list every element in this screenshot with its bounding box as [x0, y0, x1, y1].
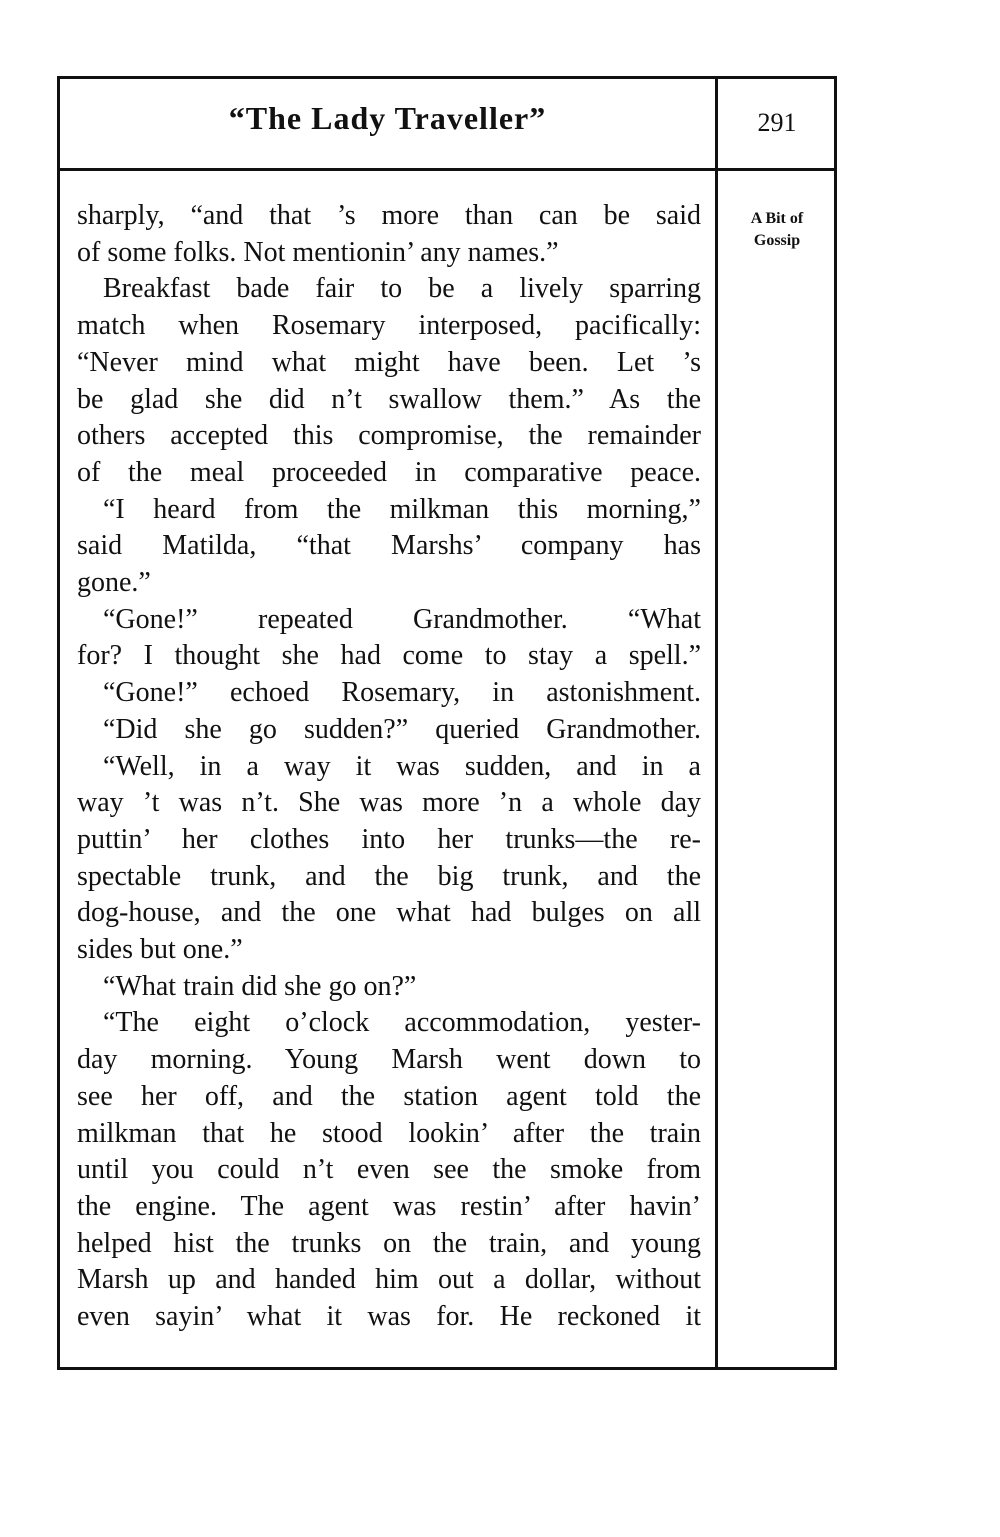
text-line: “What train did she go on?”: [103, 970, 417, 1002]
margin-note-line: A Bit of: [750, 210, 804, 227]
page-number: 291: [757, 108, 797, 137]
body-text: [77, 198, 701, 1336]
text-line: of the meal proceeded in comparative peace.: [77, 456, 701, 488]
text-line: others accepted this compromise, the remainder: [77, 420, 701, 452]
text-line: sharply, “and that ’s more than can be said: [77, 200, 701, 231]
text-line: spectable trunk, and the big trunk, and the: [77, 860, 701, 892]
text-line: “The eight o’clock accommodation, yester-: [103, 1007, 701, 1039]
text-line: “Never mind what might have been. Let ’s: [77, 346, 701, 378]
running-title: “The Lady Traveller”: [228, 100, 547, 136]
margin-column-rule: [715, 76, 718, 1370]
text-line: the engine. The agent was restin’ after havin’: [77, 1190, 701, 1222]
margin-note-line: Gossip: [753, 232, 801, 249]
text-line: “Did she go sudden?” queried Grandmother.: [103, 713, 701, 745]
text-line: gone.”: [77, 567, 151, 599]
text-line: sides but one.”: [77, 934, 243, 966]
text-line: “Gone!” echoed Rosemary, in astonishment.: [103, 677, 701, 709]
text-line: match when Rosemary interposed, pacifically:: [77, 310, 701, 342]
text-line: see her off, and the station agent told the: [77, 1080, 701, 1112]
text-line: “Well, in a way it was sudden, and in a: [103, 750, 701, 782]
text-line: day morning. Young Marsh went down to: [77, 1044, 701, 1076]
text-line: said Matilda, “that Marshs’ company has: [77, 530, 701, 562]
text-line: dog-house, and the one what had bulges on all: [77, 897, 701, 929]
text-line: milkman that he stood lookin’ after the train: [77, 1117, 701, 1149]
text-line: be glad she did n’t swallow them.” As the: [77, 383, 701, 415]
text-line: way ’t was n’t. She was more ’n a whole day: [77, 787, 701, 819]
text-line: of some folks. Not mentionin’ any names.”: [77, 236, 559, 268]
text-line: for? I thought she had come to stay a spell.”: [77, 640, 701, 672]
text-line: even sayin’ what it was for. He reckoned it: [77, 1301, 701, 1333]
text-line: helped hist the trunks on the train, and young: [77, 1227, 701, 1259]
text-line: Breakfast bade fair to be a lively sparring: [103, 273, 701, 305]
header-rule: [57, 168, 837, 171]
text-line: until you could n’t even see the smoke from: [77, 1154, 701, 1186]
text-line: “I heard from the milkman this morning,”: [103, 493, 701, 525]
text-line: puttin’ her clothes into her trunks—the re-: [77, 823, 701, 855]
text-line: Marsh up and handed him out a dollar, without: [77, 1264, 701, 1296]
margin-note: [722, 208, 832, 252]
text-line: “Gone!” repeated Grandmother. “What: [103, 603, 701, 635]
